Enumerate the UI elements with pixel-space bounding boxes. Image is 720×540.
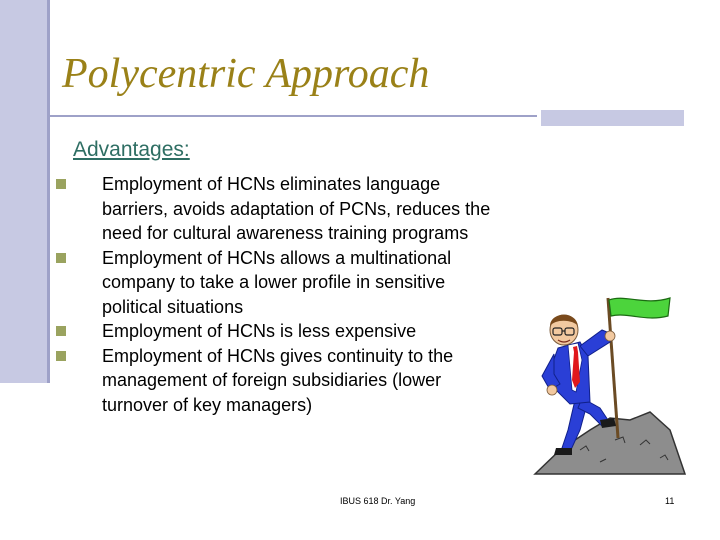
bullet-item [53, 172, 503, 246]
decorative-side-bar-shadow [47, 0, 50, 383]
bullet-text: Employment of HCNs allows a multinational company to take a lower profile in sensitive political situations [102, 247, 452, 317]
slide-title: Polycentric Approach [62, 51, 430, 97]
advantages-heading [73, 138, 190, 162]
advantages-heading-text: Advantages: [73, 138, 190, 161]
bullet-marker-icon [56, 351, 66, 361]
bullet-item [53, 344, 503, 418]
bullet-marker-icon [56, 179, 66, 189]
page-number: 11 [665, 496, 675, 506]
businessman-planting-flag-on-mountain-icon [520, 290, 690, 480]
bullet-marker-icon [56, 326, 66, 336]
slide-footer: IBUS 618 Dr. Yang [340, 496, 416, 506]
title-accent-block [541, 110, 684, 126]
bullet-list [53, 172, 503, 417]
decorative-side-bar [0, 0, 47, 383]
bullet-item [53, 319, 503, 344]
title-underline [47, 115, 537, 117]
bullet-text: Employment of HCNs eliminates language barriers, avoids adaptation of PCNs, reduces the need for cultural awareness training programs [102, 174, 491, 243]
bullet-item [53, 246, 503, 320]
bullet-text: Employment of HCNs is less expensive [102, 321, 417, 341]
bullet-marker-icon [56, 253, 66, 263]
bullet-text: Employment of HCNs gives continuity to the management of foreign subsidiaries (lower turnover of key managers) [102, 345, 454, 415]
